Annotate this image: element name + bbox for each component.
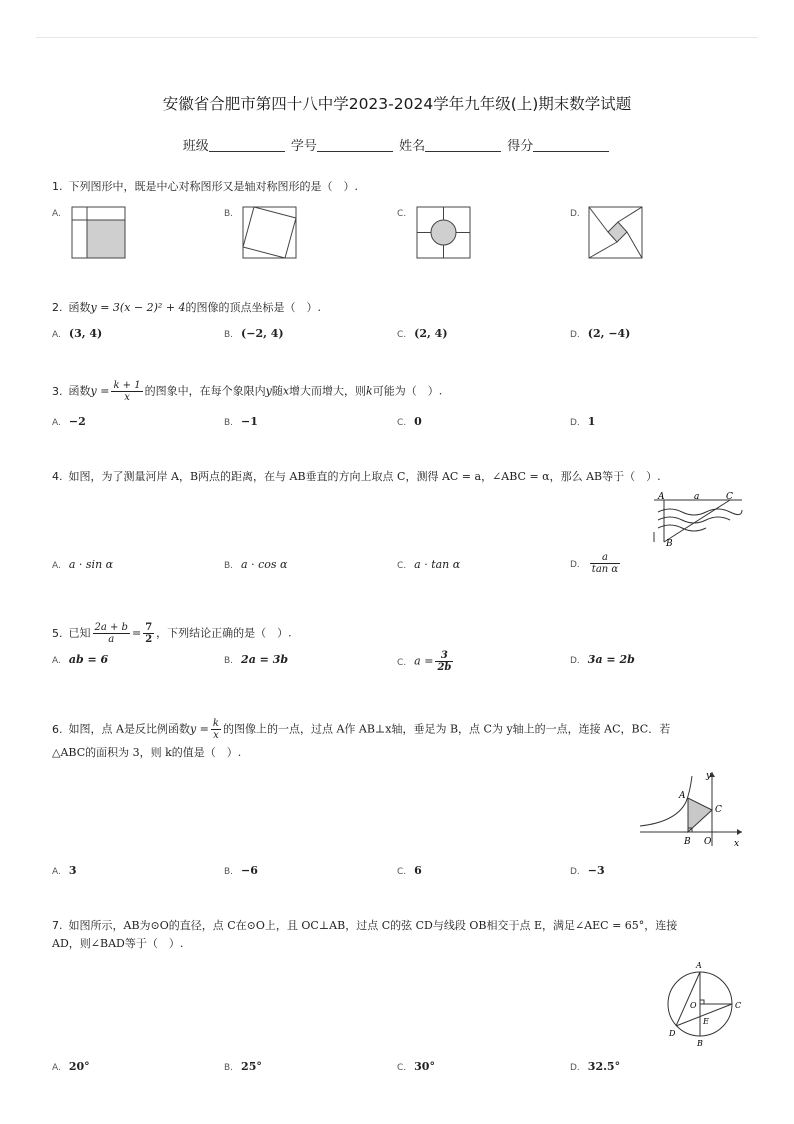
student-info-line [0, 135, 794, 154]
label-A: A [658, 492, 665, 502]
q7-option-d[interactable]: D. 32.5° [570, 1060, 621, 1073]
class-label: 班级 [182, 139, 209, 154]
q4-option-c[interactable]: C. a · tan α [397, 558, 461, 571]
q7-option-c[interactable]: C. 30° [397, 1060, 435, 1073]
question-5: 5. 已知 $\frac{2a + b}{a}$ = $\frac{7}{2}$ ，下列结论正确的是（ ）. [52, 622, 292, 645]
question-number: 6. [52, 722, 63, 736]
label-C: C [715, 805, 722, 815]
label-A: A [696, 961, 702, 970]
id-blank[interactable] [317, 140, 393, 152]
name-blank[interactable] [425, 140, 501, 152]
function-expression: y = 3(x − 2)² + 4 [90, 301, 186, 314]
q7-circle-figure [660, 958, 744, 1050]
q5-option-c[interactable]: C. a = $\frac{3}{2b}$ [397, 650, 452, 673]
q3-option-d[interactable]: D. 1 [570, 415, 596, 428]
q1-figure-a [71, 206, 127, 260]
q6-option-a[interactable]: A. 3 [52, 864, 77, 877]
question-number: 2. [52, 301, 63, 314]
question-text: 如图，为了测量河岸 A，B两点的距离，在与 AB垂直的方向上取点 C，测得 AC = a，∠ABC = α，那么 AB等于（ ）. [68, 470, 661, 483]
q5-option-d[interactable]: D. 3a = 2b [570, 653, 635, 666]
label-a: a [694, 492, 700, 502]
q3-option-a[interactable]: A. −2 [52, 415, 86, 428]
label-B: B [666, 539, 673, 548]
question-6: 6. 如图，点 A是反比例函数y = $\frac{k}{x}$ 的图像上的一点，过点 A作 AB⊥x轴，垂足为 B，点 C为 y轴上的一点，连接 AC，BC．若 [52, 718, 671, 741]
label-y: y [706, 771, 712, 781]
q2-option-a[interactable]: A. (3, 4) [52, 327, 103, 340]
q1-option-d-label[interactable]: D. [570, 209, 580, 219]
question-7 [52, 918, 677, 934]
label-x: x [734, 839, 740, 849]
q1-option-b-label[interactable]: B. [224, 209, 234, 219]
q2-option-b[interactable]: B. (−2, 4) [224, 327, 284, 340]
name-label: 姓名 [399, 139, 426, 154]
label-D: D [669, 1029, 676, 1038]
q4-option-a[interactable]: A. a · sin α [52, 558, 114, 571]
label-B: B [697, 1039, 703, 1048]
q5-option-a[interactable]: A. ab = 6 [52, 653, 109, 666]
question-6-line-2: △ABC的面积为 3，则 k的值是（ ）. [52, 746, 242, 759]
fraction-2a-plus-b-over-a: $\frac{2a + b}{a}$ [94, 622, 128, 645]
label-O: O [704, 837, 712, 847]
fraction-k-plus-1-over-x: $\frac{k + 1}{x}$ [113, 380, 141, 403]
label-C: C [735, 1001, 742, 1010]
q7-option-a[interactable]: A. 20° [52, 1060, 90, 1073]
question-2 [52, 300, 321, 316]
q1-option-c-label[interactable]: C. [397, 209, 407, 219]
q4-option-d[interactable]: D. $\frac{a}{\text{tan α}}$ [570, 552, 619, 575]
label-E: E [703, 1017, 709, 1026]
question-number: 4. [52, 470, 63, 483]
q2-option-c[interactable]: C. (2, 4) [397, 327, 448, 340]
score-blank[interactable] [533, 140, 609, 152]
q3-option-c[interactable]: C. 0 [397, 415, 422, 428]
q1-figure-d [588, 206, 644, 260]
q6-option-b[interactable]: B. −6 [224, 864, 258, 877]
top-divider [36, 37, 758, 38]
q3-option-b[interactable]: B. −1 [224, 415, 258, 428]
question-text-post: 的图像的顶点坐标是（ ）. [185, 301, 322, 314]
question-number: 1. [52, 180, 63, 193]
fraction-k-over-x: $\frac{k}{x}$ [212, 718, 219, 741]
q6-option-d[interactable]: D. −3 [570, 864, 605, 877]
q4-river-figure [650, 490, 746, 548]
question-number: 7. [52, 919, 63, 932]
page-title: 安徽省合肥市第四十八中学2023-2024学年九年级(上)期末数学试题 [162, 95, 632, 113]
question-7-line-2: AD，则∠BAD等于（ ）. [52, 937, 184, 950]
q1-option-a-label[interactable]: A. [52, 209, 61, 219]
question-text: 下列图形中，既是中心对称图形又是轴对称图形的是（ ）. [68, 180, 358, 193]
question-number: 3. [52, 384, 63, 398]
q1-figure-c [416, 206, 472, 260]
question-number: 5. [52, 626, 63, 640]
fraction-7-over-2: $\frac{7}{2}$ [145, 622, 153, 645]
q4-option-b[interactable]: B. a · cos α [224, 558, 288, 571]
id-label: 学号 [290, 139, 317, 154]
q6-option-c[interactable]: C. 6 [397, 864, 422, 877]
label-A: A [679, 791, 686, 801]
q7-option-b[interactable]: B. 25° [224, 1060, 262, 1073]
score-label: 得分 [507, 139, 534, 154]
q6-graph-figure [636, 768, 746, 850]
q5-option-b[interactable]: B. 2a = 3b [224, 653, 289, 666]
label-C: C [726, 492, 733, 502]
label-B: B [684, 837, 691, 847]
question-text-line-1: 如图所示，AB为⊙O的直径，点 C在⊙O上，且 OC⊥AB，过点 C的弦 CD与线段 OB相交于点 E，满足∠AEC = 65°，连接 [68, 919, 678, 932]
label-O: O [690, 1001, 697, 1010]
q1-figure-b [242, 206, 298, 260]
question-text-pre: 函数 [68, 301, 91, 314]
question-3: 3. 函数y = $\frac{k + 1}{x}$ 的图象中，在每个象限内y随x增大而增大，则k可能为（ ）. [52, 380, 443, 403]
question-1 [52, 179, 358, 195]
q2-option-d[interactable]: D. (2, −4) [570, 327, 631, 340]
class-blank[interactable] [209, 140, 285, 152]
question-4 [52, 469, 661, 485]
